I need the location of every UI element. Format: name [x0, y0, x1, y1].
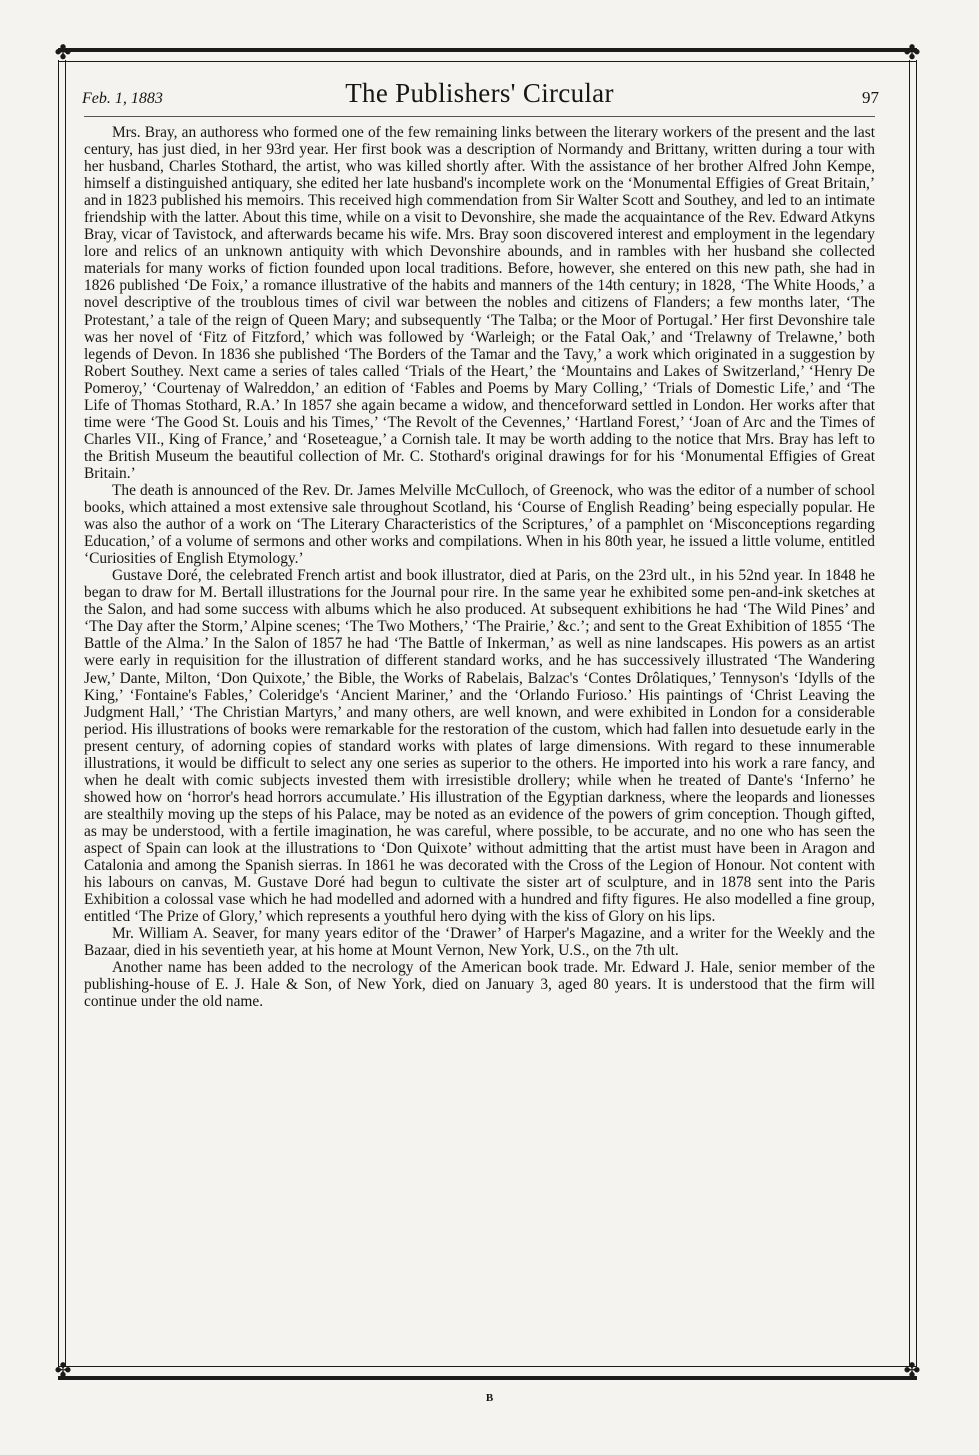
- publication-title: The Publishers' Circular: [345, 78, 614, 108]
- corner-ornament-icon: ✤: [54, 1360, 72, 1382]
- left-border-rule: [58, 60, 66, 1366]
- corner-ornament-icon: ✤: [54, 42, 72, 64]
- corner-ornament-icon: ✤: [903, 1360, 921, 1382]
- top-border-rule: [58, 48, 917, 62]
- page-number: 97: [862, 88, 879, 107]
- paragraph-seaver: Mr. William A. Seaver, for many years editor of the ‘Drawer’ of Harper's Magazine, and a writer for the Weekly and the Bazaar, died in his seventieth year, at his home at Mount Vernon, New York, U.S., on the 7th ult.: [84, 925, 875, 960]
- bottom-border-rule: [58, 1366, 917, 1380]
- corner-ornament-icon: ✤: [903, 42, 921, 64]
- running-header: [80, 78, 879, 114]
- paragraph-hale: Another name has been added to the necrology of the American book trade. Mr. Edward J. Hale, senior member of the publishing-house of E. J. Hale & Son, of New York, died on January 3, aged 80 years. It is understood that the firm will continue under the old name.: [84, 959, 875, 1011]
- issue-date: Feb. 1, 1883: [82, 90, 163, 107]
- paragraph-mcculloch: The death is announced of the Rev. Dr. James Melville McCulloch, of Greenock, who was the editor of a number of school books, which attained a most extensive sale throughout Scotland, his ‘Course of English Reading’ being especially popular. He was also the author of a work on ‘The Literary Characteristics of the Scriptures,’ of a pamphlet on ‘Misconceptions regarding Education,’ of a volume of sermons and other works and compilations. When in his 80th year, he issued a little volume, entitled ‘Curiosities of English Etymology.’: [84, 481, 875, 568]
- paragraph-mrs-bray: Mrs. Bray, an authoress who formed one of the few remaining links between the literary workers of the present and the last century, has just died, in her 93rd year. Her first book was a description of Normandy and Brittany, written during a tour with her husband, Charles Stothard, the artist, who was killed shortly after. With the assistance of her brother Alfred John Kempe, himself a distinguished antiquary, she edited her late husband's incomplete work on the ‘Monumental Effigies of Great Britain,’ and in 1823 published his memoirs. This received high commendation from Sir Walter Scott and Southey, and led to an intimate friendship with the latter. About this time, while on a visit to Devonshire, she made the acquaintance of the Rev. Edward Atkyns Bray, vicar of Tavistock, and afterwards became his wife. Mrs. Bray soon discovered interest and employment in the legendary lore and relics of an unknown antiquity with which Devonshire abounds, and in rambles with her husband she collected materials for many works of fiction founded upon local traditions. Before, however, she entered on this new path, she had in 1826 published ‘De Foix,’ a romance illustrative of the habits and manners of the 14th century; in 1828, ‘The White Hoods,’ a novel descriptive of the troublous times of civil war between the nobles and citizens of Flanders; a few months later, ‘The Protestant,’ a tale of the reign of Queen Mary; and subsequently ‘The Talba; or the Moor of Portugal.’ Her first Devonshire tale was her novel of ‘Fitz of Fitzford,’ which was followed by ‘Warleigh; or the Fatal Oak,’ and ‘Trelawny of Trelawne,’ both legends of Devon. In 1836 she published ‘The Borders of the Tamar and the Tavy,’ a work which originated in a suggestion by Robert Southey. Next came a series of tales called ‘Trials of the Heart,’ the ‘Mountains and Lakes of Switzerland,’ ‘Henry De Pomeroy,’ ‘Courtenay of Walreddon,’ an edition of ‘Fables and Poems by Mary Colling,’ ‘Trials of Domestic Life,’ and ‘The Life of Thomas Stothard, R.A.’ In 1857 she again became a widow, and thenceforward settled in London. Her works after that time were ‘The Good St. Louis and his Times,’ ‘The Revolt of the Cevennes,’ ‘Hartland Forest,’ ‘Joan of Arc and the Times of Charles VII., King of France,’ and ‘Roseteague,’ a Cornish tale. It may be worth adding to the notice that Mrs. Bray has left to the British Museum the beautiful collection of Mr. C. Stothard's original drawings for for his ‘Monumental Effigies of Great Britain.’: [84, 124, 875, 482]
- signature-mark: B: [485, 1392, 494, 1404]
- header-divider: [84, 116, 875, 117]
- right-border-rule: [909, 60, 917, 1366]
- article-body: [84, 124, 875, 1362]
- paragraph-gustave-dore: Gustave Doré, the celebrated French artist and book illustrator, died at Paris, on the 23rd ult., in his 52nd year. In 1848 he began to draw for M. Bertall illustrations for the Journal pour rire. In the same year he exhibited some pen-and-ink sketches at the Salon, and had some success with albums which he also produced. At subsequent exhibitions he had ‘The Wild Pines’ and ‘The Day after the Storm,’ Alpine scenes; ‘The Two Mothers,’ ‘The Prairie,’ &c.’; and sent to the Great Exhibition of 1855 ‘The Battle of the Alma.’ In the Salon of 1857 he had ‘The Battle of Inkerman,’ as well as nine landscapes. His powers as an artist were early in requisition for the illustration of different standard works, and he has successively illustrated ‘The Wandering Jew,’ Dante, Milton, ‘Don Quixote,’ the Bible, the Works of Rabelais, Balzac's ‘Contes Drôlatiques,’ Tennyson's ‘Idylls of the King,’ ‘Fontaine's Fables,’ Coleridge's ‘Ancient Mariner,’ and the ‘Orlando Furioso.’ His paintings of ‘Christ Leaving the Judgment Hall,’ ‘The Christian Martyrs,’ and many others, are well known, and were exhibited in London for a considerable period. His illustrations of books were remarkable for the restoration of the custom, which had fallen into desuetude early in the present century, of adorning copies of standard works with plates of large dimensions. With regard to these innumerable illustrations, it would be difficult to select any one series as superior to the others. He imported into his work a rare fancy, and when he dealt with comic subjects invested them with irresistible drollery; while when he treated of Dante's ‘Inferno’ he showed how on ‘horror's head horrors accumulate.’ His illustration of the Egyptian darkness, where the leopards and lionesses are stealthily moving up the steps of his Palace, may be noted as an evidence of the powers of grim conception. Though gifted, as may be understood, with a fertile imagination, he was careful, where possible, to be accurate, and no one who has seen the aspect of Spain can look at the illustrations to ‘Don Quixote’ without admitting that the artist must have been in Aragon and Catalonia and among the Spanish sierras. In 1861 he was decorated with the Cross of the Legion of Honour. Not content with his labours on canvas, M. Gustave Doré had begun to cultivate the sister art of sculpture, and in 1878 sent into the Paris Exhibition a colossal vase which he had modelled and adorned with a hundred and fifty figures. He also modelled a fine group, entitled ‘The Prize of Glory,’ which represents a youthful hero dying with the kiss of Glory on his lips.: [84, 567, 875, 926]
